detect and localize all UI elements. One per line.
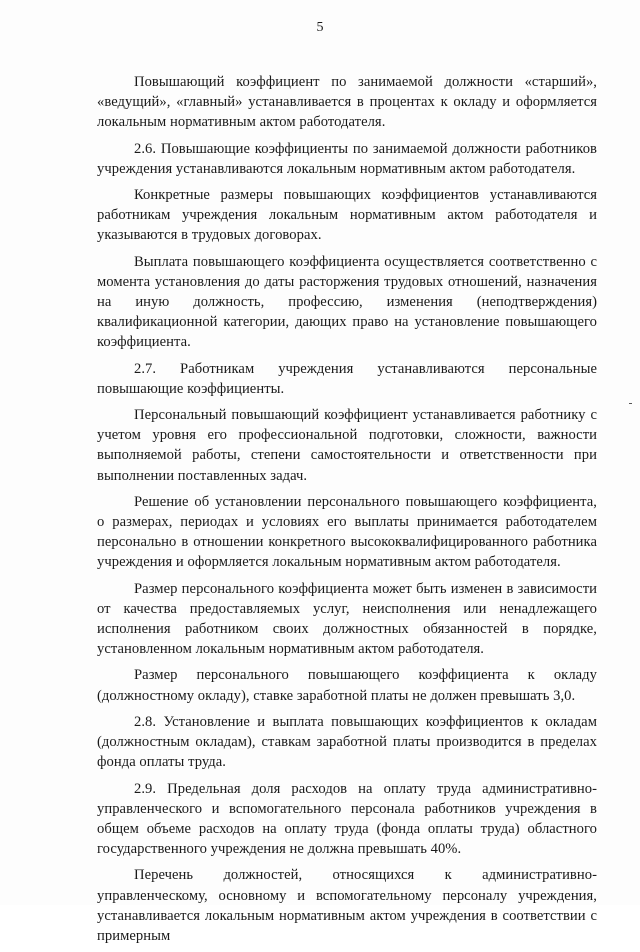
paragraph: Размер персонального повышающего коэффициента к окладу (должностному окладу), ставке заработной платы не должен превышать 3,0. <box>97 667 597 704</box>
paragraph: Решение об установлении персонального повышающего коэффициента, о размерах, периодах и условиях его выплаты принимается работодателем персонально в отношении конкретного высококвалифицированного работника учреждения и оформляется локальным нормативным актом работодателя. <box>97 493 597 571</box>
paragraph-2-6: 2.6. Повышающие коэффициенты по занимаемой должности работников учреждения устанавливаются локальным нормативным актом работодателя. <box>97 140 597 177</box>
paragraph: Перечень должностей, относящихся к административно-управленческому, основному и вспомогательному персоналу учреждения, устанавливается локальным нормативным актом учреждения в соответствии с примерным <box>97 867 597 944</box>
paragraph-2-7: 2.7. Работникам учреждения устанавливаются персональные повышающие коэффициенты. <box>97 360 597 397</box>
document-body <box>97 72 597 952</box>
paragraph-2-8: 2.8. Установление и выплата повышающих коэффициентов к окладам (должностным окладам), ставкам заработной платы производится в пределах фонда оплаты труда. <box>97 713 597 771</box>
paragraph: Конкретные размеры повышающих коэффициентов устанавливаются работникам учреждения локальным нормативным актом работодателя и указываются в трудовых договорах. <box>97 187 597 244</box>
scan-mark <box>629 403 632 404</box>
paragraph-2-9: 2.9. Предельная доля расходов на оплату труда административно-управленческого и вспомогательного персонала работников учреждения в общем объеме расходов на оплату труда (фонда оплаты труда) областного государственного учреждения не должна превышать 40%. <box>97 780 597 858</box>
paragraph: Выплата повышающего коэффициента осуществляется соответственно с момента установления до даты расторжения трудовых отношений, назначения на иную должность, профессию, изменения (неподтверждения) квалификационной категории, дающих право на установление повышающего коэффициента. <box>97 253 597 351</box>
paragraph: Повышающий коэффициент по занимаемой должности «старший», «ведущий», «главный» устанавливается в процентах к окладу и оформляется локальным нормативным актом работодателя. <box>97 74 597 131</box>
paragraph: Персональный повышающий коэффициент устанавливается работнику с учетом уровня его профессиональной подготовки, сложности, важности выполняемой работы, степени самостоятельности и ответственности при выполнении поставленных задач. <box>97 407 597 484</box>
page-number: 5 <box>316 20 324 35</box>
paragraph: Размер персонального коэффициента может быть изменен в зависимости от качества предоставляемых услуг, неисполнения или ненадлежащего исполнения работником своих должностных обязанностей в порядке, установленном локальным нормативным актом работодателя. <box>97 580 597 658</box>
